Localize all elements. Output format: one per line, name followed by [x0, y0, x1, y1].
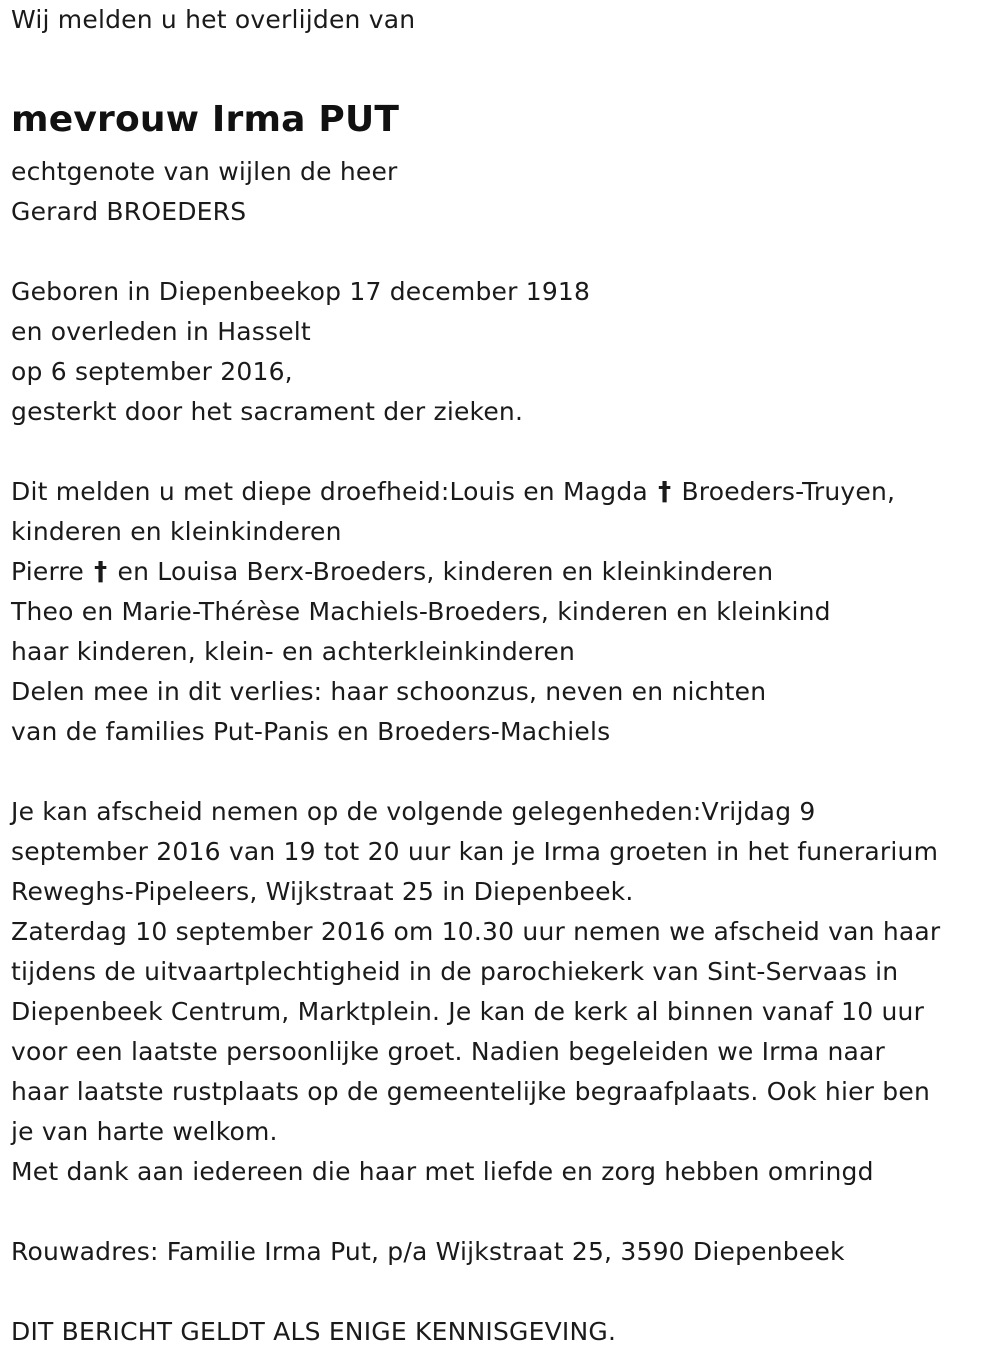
spacer [11, 232, 991, 272]
farewell-line-6: Diepenbeek Centrum, Marktplein. Je kan de kerk al binnen vanaf 10 uur [11, 997, 925, 1026]
spouse-line-2: Gerard BROEDERS [11, 197, 247, 226]
spacer [11, 432, 991, 472]
farewell-line-10: Met dank aan iedereen die haar met liefde en zorg hebben omringd [11, 1157, 874, 1186]
mourning-address: Rouwadres: Familie Irma Put, p/a Wijkstraat 25, 3590 Diepenbeek [11, 1237, 845, 1266]
family-line-6: Delen mee in dit verlies: haar schoonzus, neven en nichten [11, 677, 767, 706]
farewell-line-5: tijdens de uitvaartplechtigheid in de parochiekerk van Sint-Servaas in [11, 957, 899, 986]
farewell-line-2: september 2016 van 19 tot 20 uur kan je Irma groeten in het funerarium [11, 837, 939, 866]
intro-text: Wij melden u het overlijden van [11, 5, 416, 34]
farewell-line-4: Zaterdag 10 september 2016 om 10.30 uur nemen we afscheid van haar [11, 917, 941, 946]
farewell-line-8: haar laatste rustplaats op de gemeentelijke begraafplaats. Ook hier ben [11, 1077, 930, 1106]
family-line-4: Theo en Marie-Thérèse Machiels-Broeders, kinderen en kleinkind [11, 597, 831, 626]
sacrament-line: gesterkt door het sacrament der zieken. [11, 397, 524, 426]
farewell-line-1: Je kan afscheid nemen op de volgende gelegenheden:Vrijdag 9 [11, 797, 816, 826]
family-line-7: van de families Put-Panis en Broeders-Machiels [11, 717, 611, 746]
family-line-1-end: Broeders-Truyen, [673, 477, 896, 506]
closing-notice: DIT BERICHT GELDT ALS ENIGE KENNISGEVING. [11, 1317, 617, 1346]
spacer [11, 1192, 991, 1232]
family-line-3-end: en Louisa Berx-Broeders, kinderen en kleinkinderen [109, 557, 774, 586]
death-notice [11, 0, 991, 1352]
deceased-name: mevrouw Irma PUT [11, 99, 400, 140]
cross-icon: † [658, 477, 672, 507]
family-line-3-start: Pierre [11, 557, 93, 586]
cross-icon: † [94, 557, 108, 587]
farewell-line-7: voor een laatste persoonlijke groet. Nadien begeleiden we Irma naar [11, 1037, 886, 1066]
birth-line: Geboren in Diepenbeekop 17 december 1918 [11, 277, 591, 306]
family-line-1-start: Dit melden u met diepe droefheid:Louis en Magda [11, 477, 657, 506]
death-date-line: op 6 september 2016, [11, 357, 293, 386]
spacer [11, 752, 991, 792]
spouse-line-1: echtgenote van wijlen de heer [11, 157, 398, 186]
family-line-5: haar kinderen, klein- en achterkleinkinderen [11, 637, 576, 666]
death-place-line: en overleden in Hasselt [11, 317, 311, 346]
farewell-line-9: je van harte welkom. [11, 1117, 278, 1146]
family-line-1 [11, 472, 991, 512]
spacer [11, 1272, 991, 1312]
family-line-3 [11, 552, 991, 592]
family-line-2: kinderen en kleinkinderen [11, 517, 342, 546]
farewell-line-3: Reweghs-Pipeleers, Wijkstraat 25 in Diepenbeek. [11, 877, 634, 906]
